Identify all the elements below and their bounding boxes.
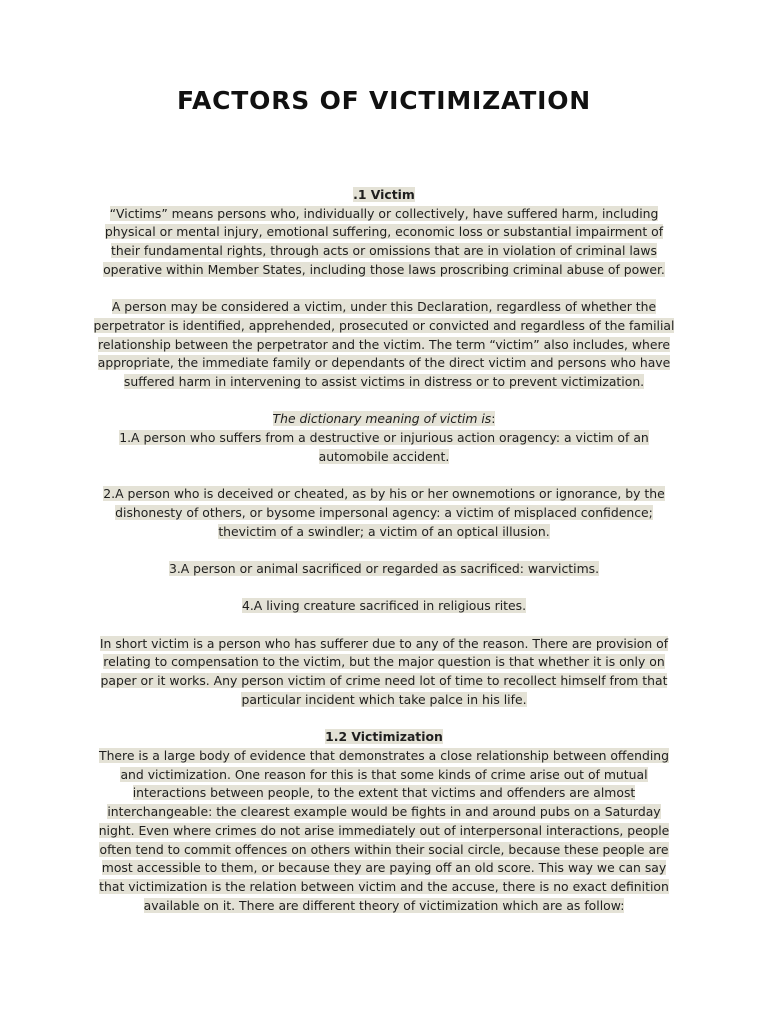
victim-declaration-text: A person may be considered a victim, under this Declaration, regardless of whether the perpetrator is identified, apprehended, prosecuted or convicted and regardless of the familial relationship between the perpetrator and the victim. The term “victim” also includes, where appropriate, the immediate family or dependants of the direct victim and persons who have suffered harm in intervening to assist victims in distress or to prevent victimization. bbox=[93, 299, 675, 390]
meaning-item-2-block bbox=[92, 485, 676, 541]
meaning-item-3: 3.A person or animal sacrificed or regarded as sacrificed: warvictims. bbox=[168, 561, 600, 576]
meaning-item-3-block bbox=[92, 560, 676, 579]
document-title: FACTORS OF VICTIMIZATION bbox=[177, 86, 591, 115]
section-1-block bbox=[92, 186, 676, 280]
section-2-block bbox=[92, 728, 676, 915]
meaning-item-2: 2.A person who is deceived or cheated, as by his or her ownemotions or ignorance, by the dishonesty of others, or bysome impersonal agency: a victim of misplaced confidence; thevictim of a swindler; a victim of an optical illusion. bbox=[103, 486, 665, 539]
document-body bbox=[92, 186, 676, 934]
section-2-heading: 1.2 Victimization bbox=[325, 729, 443, 745]
meaning-item-4-block bbox=[92, 597, 676, 616]
victimization-paragraph: There is a large body of evidence that demonstrates a close relationship between offending and victimization. One reason for this is that some kinds of crime arise out of mutual interactions between people, to the extent that victims and offenders are almost interchangeable: the clearest example would be fights in and around pubs on a Saturday night. Even where crimes do not arise immediately out of interpersonal interactions, people often tend to commit offences on others within their social circle, because these people are most accessible to them, or because they are paying off an old score. This way we can say that victimization is the relation between victim and the accuse, there is no exact definition available on it. There are different theory of victimization which are as follow: bbox=[98, 747, 670, 913]
dictionary-meaning-block bbox=[92, 410, 676, 466]
meaning-item-4: 4.A living creature sacrificed in religious rites. bbox=[241, 598, 527, 614]
dictionary-intro: The dictionary meaning of victim is bbox=[272, 411, 492, 427]
meaning-item-1: 1.A person who suffers from a destructive or injurious action oragency: a victim of an automobile accident. bbox=[119, 430, 649, 464]
section-1-heading: .1 Victim bbox=[353, 187, 415, 202]
victim-summary-text: In short victim is a person who has sufferer due to any of the reason. There are provision of relating to compensation to the victim, but the major question is that whether it is only on paper or it works. Any person victim of crime need lot of time to recollect himself from that particular incident which take palce in his life. bbox=[99, 635, 669, 707]
dictionary-colon: : bbox=[491, 411, 496, 427]
victim-definition-paragraph: “Victims” means persons who, individually or collectively, have suffered harm, including physical or mental injury, emotional suffering, economic loss or substantial impairment of their fundamental rights, through acts or omissions that are in violation of criminal laws operative within Member States, including those laws proscribing criminal abuse of power. bbox=[103, 205, 665, 277]
victim-declaration-paragraph bbox=[92, 298, 676, 392]
victim-summary-paragraph bbox=[92, 635, 676, 710]
